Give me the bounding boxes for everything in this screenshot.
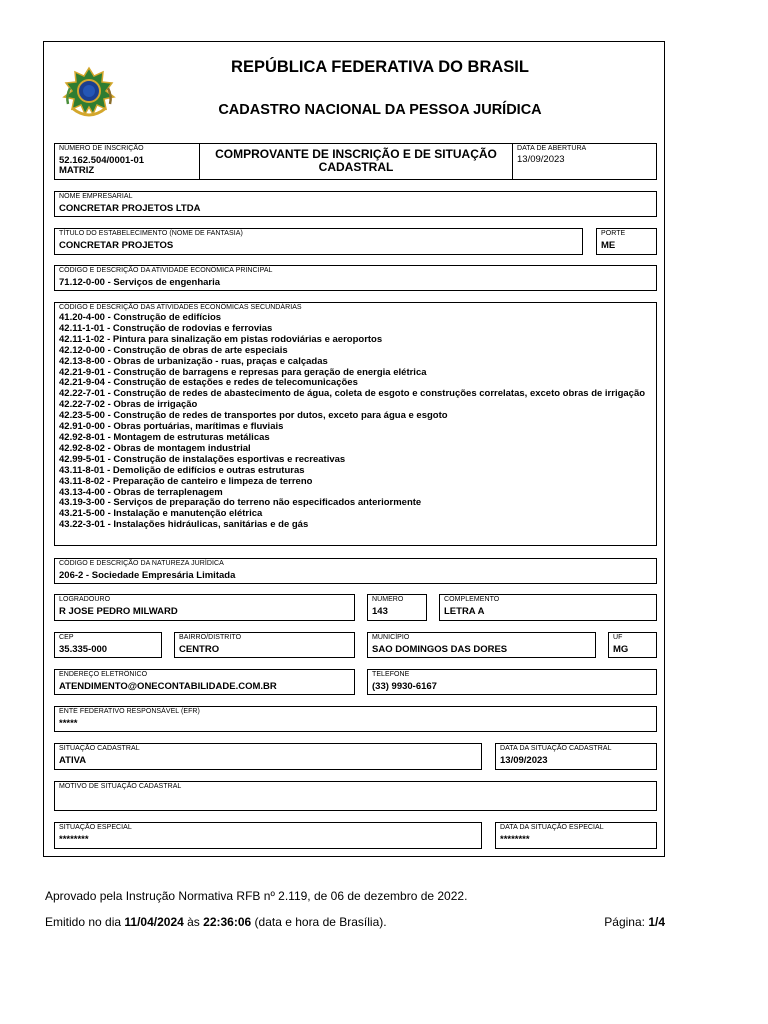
porte-box xyxy=(596,228,657,255)
list-item: 43.22-3-01 - Instalações hidráulicas, sanitárias e de gás xyxy=(59,519,309,531)
atividades-secundarias-list xyxy=(59,313,650,531)
comprovante-box xyxy=(199,143,513,180)
situacao-especial-value: ******** xyxy=(59,834,89,845)
efr-label: ENTE FEDERATIVO RESPONSÁVEL (EFR) xyxy=(59,708,200,715)
nome-empresarial-value: CONCRETAR PROJETOS LTDA xyxy=(59,203,201,214)
logradouro-box xyxy=(54,594,355,621)
efr-box xyxy=(54,706,657,732)
fantasia-value: CONCRETAR PROJETOS xyxy=(59,240,174,251)
complemento-label: COMPLEMENTO xyxy=(444,596,500,603)
emitido-prefix: Emitido no dia xyxy=(45,915,125,929)
emitido-date: 11/04/2024 xyxy=(124,915,184,929)
municipio-value: SAO DOMINGOS DAS DORES xyxy=(372,644,508,655)
numero-value: 143 xyxy=(372,606,388,617)
page-number xyxy=(604,915,665,929)
list-item: 42.91-0-00 - Obras portuárias, marítimas e fluviais xyxy=(59,421,284,433)
list-item: 43.19-3-00 - Serviços de preparação do terreno não especificados anteriormente xyxy=(59,497,422,509)
comprovante-title xyxy=(200,148,512,174)
comprovante-line1: COMPROVANTE DE INSCRIÇÃO E DE SITUAÇÃO xyxy=(215,147,497,161)
inscricao-box xyxy=(54,143,200,180)
data-situacao-especial-box xyxy=(495,822,657,849)
atividades-secundarias-box xyxy=(54,302,657,546)
email-box xyxy=(54,669,355,695)
cep-value: 35.335-000 xyxy=(59,644,108,655)
inscricao-tipo: MATRIZ xyxy=(59,165,95,176)
footer-emitido xyxy=(45,915,387,929)
situacao-value: ATIVA xyxy=(59,755,87,766)
municipio-label: MUNICÍPIO xyxy=(372,634,410,641)
situacao-label: SITUAÇÃO CADASTRAL xyxy=(59,745,140,752)
abertura-box xyxy=(512,143,657,180)
bairro-label: BAIRRO/DISTRITO xyxy=(179,634,242,641)
abertura-value: 13/09/2023 xyxy=(517,154,565,165)
emitido-time: 22:36:06 xyxy=(203,915,252,929)
inscricao-label: NÚMERO DE INSCRIÇÃO xyxy=(59,145,144,152)
list-item: 43.11-8-02 - Preparação de canteiro e limpeza de terreno xyxy=(59,475,313,487)
nome-empresarial-label: NOME EMPRESARIAL xyxy=(59,193,133,200)
uf-box xyxy=(608,632,657,658)
list-item: 42.11-1-01 - Construção de rodovias e ferrovias xyxy=(59,322,273,334)
brasao-emblem-icon xyxy=(60,66,118,120)
data-situacao-especial-label: DATA DA SITUAÇÃO ESPECIAL xyxy=(500,824,604,831)
emitido-mid: às xyxy=(183,915,204,929)
telefone-label: TELEFONE xyxy=(372,671,410,678)
numero-label: NÚMERO xyxy=(372,596,404,603)
atividade-principal-value: 71.12-0-00 - Serviços de engenharia xyxy=(59,277,221,288)
fantasia-label: TÍTULO DO ESTABELECIMENTO (NOME DE FANTASIA) xyxy=(59,230,243,237)
data-situacao-especial-value: ******** xyxy=(500,834,530,845)
data-situacao-box xyxy=(495,743,657,770)
list-item: 42.21-9-04 - Construção de estações e redes de telecomunicações xyxy=(59,377,358,389)
situacao-especial-label: SITUAÇÃO ESPECIAL xyxy=(59,824,132,831)
list-item: 43.21-5-00 - Instalação e manutenção elétrica xyxy=(59,508,263,520)
email-label: ENDEREÇO ELETRÔNICO xyxy=(59,671,148,678)
logradouro-label: LOGRADOURO xyxy=(59,596,111,603)
list-item: 42.13-8-00 - Obras de urbanização - ruas, praças e calçadas xyxy=(59,355,328,367)
list-item: 41.20-4-00 - Construção de edifícios xyxy=(59,312,222,323)
list-item: 42.22-7-01 - Construção de redes de abastecimento de água, coleta de esgoto e construções correlatas, exceto obras de irrigação xyxy=(59,388,646,400)
telefone-value: (33) 9930-6167 xyxy=(372,681,437,692)
motivo-box xyxy=(54,781,657,811)
footer-aprovado: Aprovado pela Instrução Normativa RFB nº 2.119, de 06 de dezembro de 2022. xyxy=(45,889,468,903)
data-situacao-label: DATA DA SITUAÇÃO CADASTRAL xyxy=(500,745,612,752)
list-item: 42.23-5-00 - Construção de redes de transportes por dutos, exceto para água e esgoto xyxy=(59,410,448,422)
cep-label: CEP xyxy=(59,634,74,641)
nome-empresarial-box xyxy=(54,191,657,217)
list-item: 42.92-8-01 - Montagem de estruturas metálicas xyxy=(59,431,270,443)
complemento-box xyxy=(439,594,657,621)
natureza-label: CÓDIGO E DESCRIÇÃO DA NATUREZA JURÍDICA xyxy=(59,560,224,567)
page-subtitle: CADASTRO NACIONAL DA PESSOA JURÍDICA xyxy=(218,102,542,118)
municipio-box xyxy=(367,632,596,658)
page-title: REPÚBLICA FEDERATIVA DO BRASIL xyxy=(231,58,529,76)
inscricao-value: 52.162.504/0001-01 xyxy=(59,155,145,166)
list-item: 43.11-8-01 - Demolição de edifícios e outras estruturas xyxy=(59,464,305,476)
uf-label: UF xyxy=(613,634,623,641)
numero-box xyxy=(367,594,427,621)
logradouro-value: R JOSE PEDRO MILWARD xyxy=(59,606,178,617)
emitido-suffix: (data e hora de Brasília). xyxy=(251,915,387,929)
efr-value: ***** xyxy=(59,718,78,729)
abertura-label: DATA DE ABERTURA xyxy=(517,145,587,152)
list-item: 42.11-1-02 - Pintura para sinalização em pistas rodoviárias e aeroportos xyxy=(59,333,383,345)
atividade-principal-label: CÓDIGO E DESCRIÇÃO DA ATIVIDADE ECONÔMICA PRINCIPAL xyxy=(59,267,273,274)
list-item: 42.92-8-02 - Obras de montagem industrial xyxy=(59,442,251,454)
uf-value: MG xyxy=(613,644,629,655)
list-item: 42.12-0-00 - Construção de obras de arte especiais xyxy=(59,344,288,356)
atividade-principal-box xyxy=(54,265,657,291)
telefone-box xyxy=(367,669,657,695)
motivo-label: MOTIVO DE SITUAÇÃO CADASTRAL xyxy=(59,783,182,790)
page-value: 1/4 xyxy=(648,915,665,929)
fantasia-box xyxy=(54,228,583,255)
data-situacao-value: 13/09/2023 xyxy=(500,755,548,766)
atividades-secundarias-label: CÓDIGO E DESCRIÇÃO DAS ATIVIDADES ECONÔMICAS SECUNDÁRIAS xyxy=(59,304,302,311)
bairro-value: CENTRO xyxy=(179,644,220,655)
list-item: 42.22-7-02 - Obras de irrigação xyxy=(59,399,198,411)
list-item: 42.21-9-01 - Construção de barragens e represas para geração de energia elétrica xyxy=(59,366,427,378)
email-value: ATENDIMENTO@ONECONTABILIDADE.COM.BR xyxy=(59,681,277,692)
porte-value: ME xyxy=(601,240,616,251)
page-label: Página: xyxy=(604,915,649,929)
situacao-box xyxy=(54,743,482,770)
natureza-value: 206-2 - Sociedade Empresária Limitada xyxy=(59,570,236,581)
natureza-box xyxy=(54,558,657,584)
list-item: 42.99-5-01 - Construção de instalações esportivas e recreativas xyxy=(59,453,346,465)
list-item: 43.13-4-00 - Obras de terraplenagem xyxy=(59,486,223,498)
complemento-value: LETRA A xyxy=(444,606,485,617)
porte-label: PORTE xyxy=(601,230,626,237)
comprovante-line2: CADASTRAL xyxy=(318,160,394,174)
cep-box xyxy=(54,632,162,658)
bairro-box xyxy=(174,632,355,658)
situacao-especial-box xyxy=(54,822,482,849)
